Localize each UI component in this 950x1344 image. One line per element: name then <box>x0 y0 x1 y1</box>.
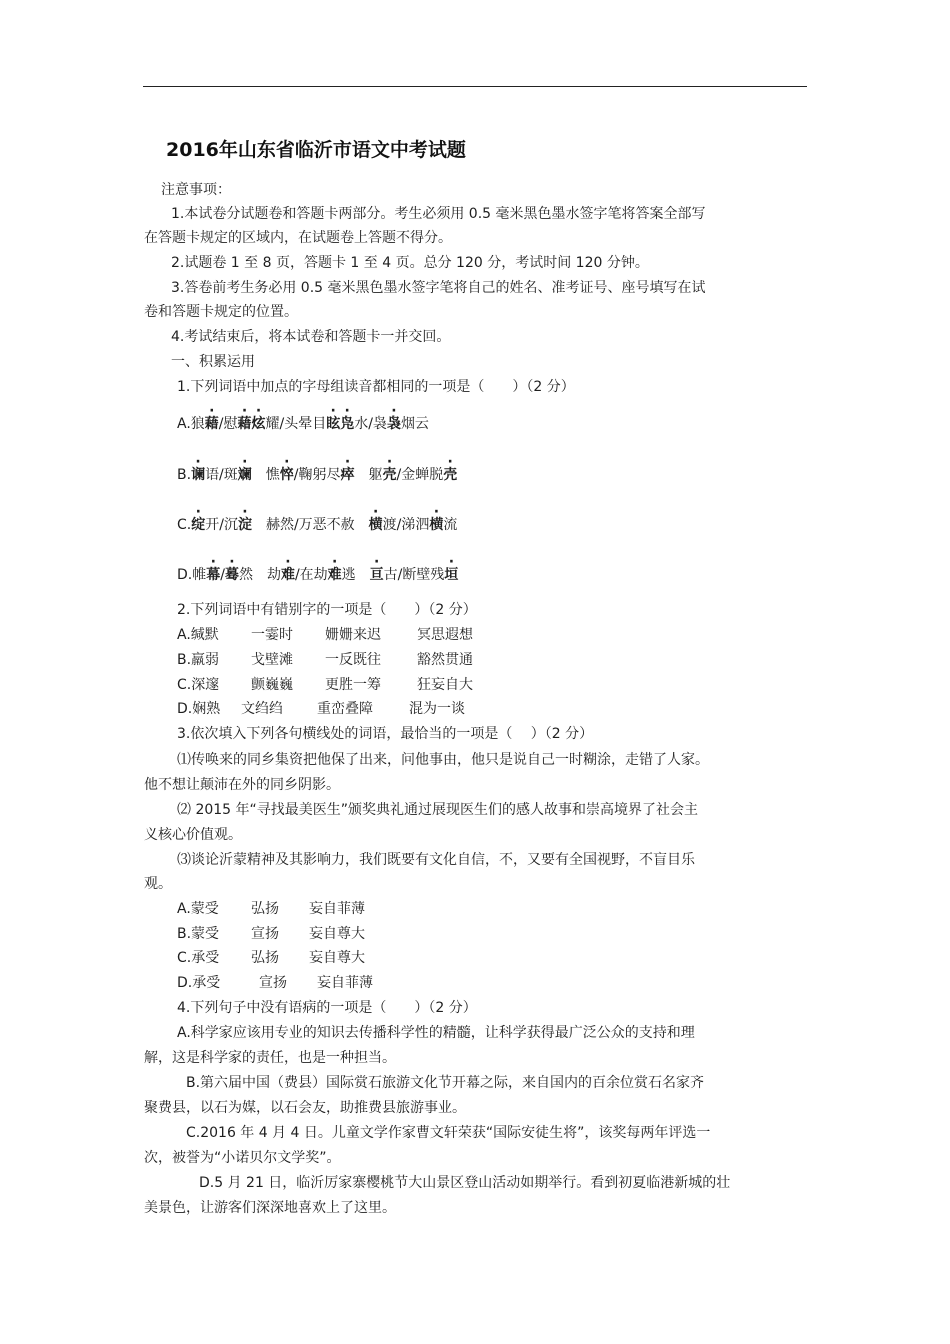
word: B.羸弱 <box>177 652 220 668</box>
text-run: /金蝉脱 <box>396 467 444 483</box>
dotted-char: 藉 <box>204 416 219 432</box>
text-run: /在劫 <box>294 567 328 583</box>
text-run: 憔 <box>251 467 280 483</box>
word: A.蒙受 <box>177 901 219 917</box>
word: 妄自尊大 <box>309 926 365 942</box>
notice-item-2: 2.试题卷 1 至 8 页，答题卡 1 至 4 页。总分 120 分，考试时间 120 分钟。 <box>171 255 649 271</box>
word: 弘扬 <box>251 901 279 917</box>
word: 妄自菲薄 <box>317 975 373 991</box>
dotted-char: 藉 <box>237 416 252 432</box>
dotted-char: 凫 <box>340 416 355 432</box>
question-3-option-d <box>177 973 373 993</box>
question-4-option-c-line-1: C.2016 年 4 月 4 日。儿童文学作家曹文轩荣获“国际安徒生将”，该奖每两年评选一 <box>186 1125 711 1141</box>
word: 戈壁滩 <box>251 652 293 668</box>
text-run: / <box>220 567 225 583</box>
text-run: 赫然/万恶不赦 <box>251 517 369 533</box>
word: 妄自尊大 <box>309 950 365 966</box>
question-4-option-b-line-1: B.第六届中国（费县）国际赏石旅游文化节开幕之际，来自国内的百余位赏石名家齐 <box>186 1075 705 1091</box>
dotted-char: 悴 <box>279 467 294 483</box>
dotted-char: 瘁 <box>340 467 355 483</box>
dotted-char: 幕 <box>206 567 221 583</box>
notice-item-3-line-1: 3.答卷前考生务必用 0.5 毫米黑色墨水签字笔将自己的姓名、准考证号、座号填写在试 <box>171 280 706 296</box>
question-2-option-d <box>177 699 465 719</box>
dotted-char: 难 <box>327 567 342 583</box>
question-4-option-a-line-2: 解，这是科学家的责任，也是一种担当。 <box>144 1050 396 1066</box>
question-3-option-b <box>177 924 365 944</box>
text-run: 流 <box>443 517 458 533</box>
notice-item-1-line-2: 在答题卡规定的区域内，在试题卷上答题不得分。 <box>144 230 452 246</box>
word: D.娴熟 <box>177 701 221 717</box>
word: 冥思遐想 <box>417 627 473 643</box>
notice-heading: 注意事项： <box>161 182 231 198</box>
question-3-sentence-3-line-2: 观。 <box>144 876 172 892</box>
text-run: /鞠躬尽 <box>293 467 341 483</box>
text-run: D.帷 <box>177 567 207 583</box>
question-3-option-a <box>177 899 365 919</box>
question-1-stem: 1.下列词语中加点的字母组读音都相同的一项是（ ）（2 分） <box>177 379 575 395</box>
word: 宣扬 <box>259 975 287 991</box>
text-run: 然 劫 <box>238 567 281 583</box>
text-run: C. <box>177 517 192 533</box>
text-run: 烟云 <box>400 416 429 432</box>
notice-item-4: 4.考试结束后，将本试卷和答题卡一并交回。 <box>171 329 451 345</box>
word: 颤巍巍 <box>251 677 293 693</box>
text-run: A.狼 <box>177 416 205 432</box>
word: 一霎时 <box>251 627 293 643</box>
question-1-option-c <box>177 515 457 535</box>
question-4-option-b-line-2: 聚费县，以石为媒，以石会友，助推费县旅游事业。 <box>144 1100 466 1116</box>
question-2-stem: 2.下列词语中有错别字的一项是（ ）（2 分） <box>177 602 477 618</box>
dotted-char: 淀 <box>237 517 252 533</box>
text-run: 渡/涕泗 <box>382 517 430 533</box>
text-run: 开/沉 <box>205 517 238 533</box>
text-run: 躯 <box>354 467 383 483</box>
dotted-char: 亘 <box>369 567 384 583</box>
question-3-sentence-2-line-1: ⑵ 2015 年“寻找最美医生”颁奖典礼通过展现医生们的感人故事和崇高境界了社会主 <box>177 802 699 818</box>
question-3-sentence-1-line-2: 他不想让颠沛在外的同乡阴影。 <box>144 777 340 793</box>
question-2-option-c <box>177 675 473 695</box>
word: 妄自菲薄 <box>309 901 365 917</box>
dotted-char: 壳 <box>382 467 397 483</box>
text-run: 耀/头晕目 <box>265 416 327 432</box>
dotted-char: 难 <box>280 567 295 583</box>
dotted-char: 横 <box>368 517 383 533</box>
question-2-option-b <box>177 650 473 670</box>
question-4-stem: 4.下列句子中没有语病的一项是（ ）（2 分） <box>177 1000 477 1016</box>
dotted-char: 眩 <box>326 416 341 432</box>
question-4-option-c-line-2: 次，被誉为“小诺贝尔文学奖”。 <box>144 1150 341 1166</box>
dotted-char: 蓦 <box>224 567 239 583</box>
text-run: B. <box>177 467 192 483</box>
question-3-sentence-2-line-2: 义核心价值观。 <box>144 827 242 843</box>
question-1-option-d <box>177 565 458 585</box>
word: 更胜一筹 <box>325 677 381 693</box>
word: 混为一谈 <box>409 701 465 717</box>
dotted-char: 横 <box>429 517 444 533</box>
word: D.承受 <box>177 975 221 991</box>
word: C.深邃 <box>177 677 220 693</box>
word: A.缄默 <box>177 627 219 643</box>
question-4-option-a-line-1: A.科学家应该用专业的知识去传播科学性的精髓，让科学获得最广泛公众的支持和理 <box>177 1025 695 1041</box>
text-run: /慰 <box>218 416 238 432</box>
question-2-option-a <box>177 625 473 645</box>
text-run: 逃 <box>341 567 370 583</box>
word: C.承受 <box>177 950 220 966</box>
word: 重峦叠障 <box>317 701 373 717</box>
dotted-char: 炫 <box>251 416 266 432</box>
word: 弘扬 <box>251 950 279 966</box>
word: B.蒙受 <box>177 926 220 942</box>
dotted-char: 袅 <box>386 416 401 432</box>
dotted-char: 垣 <box>444 567 459 583</box>
page-title: 2016年山东省临沂市语文中考试题 <box>166 139 466 161</box>
word: 姗姗来迟 <box>325 627 381 643</box>
question-3-sentence-1-line-1: ⑴传唤来的同乡集资把他保了出来，问他事由，他只是说自己一时糊涂，走错了人家。 <box>177 752 709 768</box>
text-run: 水/袅 <box>354 416 387 432</box>
text-run: 古/断壁残 <box>383 567 445 583</box>
text-run: 语/斑 <box>205 467 238 483</box>
notice-item-3-line-2: 卷和答题卡规定的位置。 <box>144 304 298 320</box>
question-3-option-c <box>177 948 365 968</box>
dotted-char: 斓 <box>237 467 252 483</box>
question-3-sentence-3-line-1: ⑶谈论沂蒙精神及其影响力，我们既要有文化自信，不，又要有全国视野，不盲目乐 <box>177 852 695 868</box>
word: 狂妄自大 <box>417 677 473 693</box>
dotted-char: 绽 <box>191 517 206 533</box>
word: 一反既往 <box>325 652 381 668</box>
word: 宣扬 <box>251 926 279 942</box>
word: 豁然贯通 <box>417 652 473 668</box>
header-rule <box>143 86 807 87</box>
notice-item-1-line-1: 1.本试卷分试题卷和答题卡两部分。考生必须用 0.5 毫米黑色墨水签字笔将答案全部写 <box>171 206 706 222</box>
question-3-stem: 3.依次填入下列各句横线处的词语，最恰当的一项是（ ）（2 分） <box>177 726 594 742</box>
question-4-option-d-line-2: 美景色，让游客们深深地喜欢上了这里。 <box>144 1200 396 1216</box>
dotted-char: 壳 <box>443 467 458 483</box>
section-heading: 一、积累运用 <box>171 354 255 370</box>
question-4-option-d-line-1: D.5 月 21 日，临沂厉家寨樱桃节大山景区登山活动如期举行。看到初夏临港新城的壮 <box>199 1175 731 1191</box>
question-1-option-b <box>177 465 457 485</box>
question-1-option-a <box>177 414 429 434</box>
dotted-char: 谰 <box>191 467 206 483</box>
word: 文绉绉 <box>241 701 283 717</box>
